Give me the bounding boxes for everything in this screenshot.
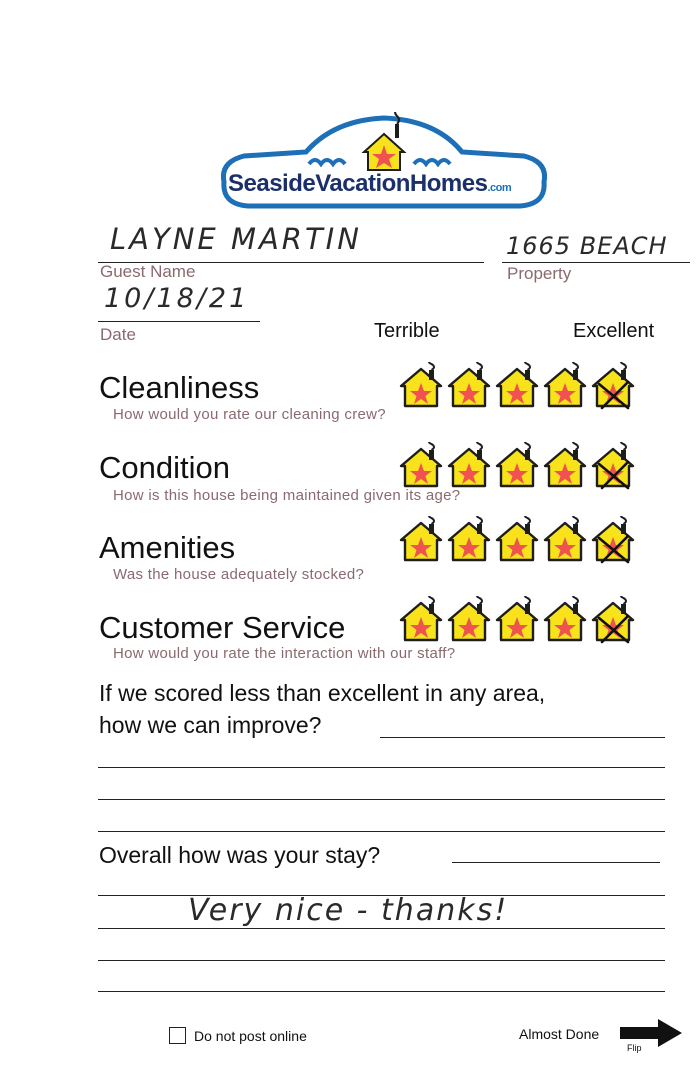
improve-answer-line-4: [98, 831, 665, 832]
flip-label: Flip: [627, 1043, 642, 1053]
date-label: Date: [100, 325, 136, 344]
overall-answer-line-1: [452, 862, 660, 863]
category-title-condition: Condition: [99, 450, 230, 485]
category-subtitle-cleanliness: How would you rate our cleaning crew?: [113, 406, 386, 423]
overall-answer-line-5: [98, 991, 665, 992]
date-line: [98, 321, 260, 322]
rating-house-icon[interactable]: [590, 362, 636, 410]
rating-house-icon[interactable]: [494, 516, 540, 564]
rating-house-icon[interactable]: [590, 442, 636, 490]
logo-suffix: .com: [487, 182, 512, 194]
rating-row-amenities[interactable]: [398, 516, 648, 566]
rating-house-icon[interactable]: [590, 516, 636, 564]
improve-answer-line-1: [380, 737, 665, 738]
category-title-amenities: Amenities: [99, 530, 236, 565]
guest-name-value: LAYNE MARTIN: [110, 222, 362, 256]
rating-house-icon[interactable]: [398, 362, 444, 410]
guest-name-label: Guest Name: [100, 262, 196, 281]
rating-house-icon[interactable]: [494, 442, 540, 490]
rating-row-condition[interactable]: [398, 442, 648, 492]
improve-answer-line-3: [98, 799, 665, 800]
category-title-cleanliness: Cleanliness: [99, 370, 260, 405]
property-value: 1665 BEACH: [506, 232, 668, 260]
rating-house-icon[interactable]: [542, 516, 588, 564]
rating-house-icon[interactable]: [398, 442, 444, 490]
category-subtitle-condition: How is this house being maintained given its age?: [113, 487, 461, 504]
scale-high-label: Excellent: [573, 320, 655, 342]
category-title-customer-service: Customer Service: [99, 610, 346, 645]
overall-answer[interactable]: Very nice - thanks!: [188, 893, 509, 928]
rating-house-icon[interactable]: [398, 596, 444, 644]
rating-house-icon[interactable]: [494, 596, 540, 644]
overall-question: Overall how was your stay?: [99, 842, 381, 868]
rating-row-customer-service[interactable]: [398, 596, 648, 646]
property-label: Property: [507, 264, 572, 283]
logo-text: SeasideVacationHomes: [228, 170, 488, 197]
rating-house-icon[interactable]: [446, 442, 492, 490]
rating-house-icon[interactable]: [542, 442, 588, 490]
improve-question-line2: how we can improve?: [99, 712, 322, 738]
category-subtitle-customer-service: How would you rate the interaction with our staff?: [113, 645, 456, 662]
rating-house-icon[interactable]: [446, 362, 492, 410]
date-value: 10/18/21: [104, 283, 250, 314]
category-subtitle-amenities: Was the house adequately stocked?: [113, 566, 365, 583]
rating-house-icon[interactable]: [494, 362, 540, 410]
rating-house-icon[interactable]: [446, 516, 492, 564]
do-not-post-checkbox[interactable]: [169, 1027, 186, 1044]
almost-done-label: Almost Done: [519, 1026, 600, 1042]
rating-house-icon[interactable]: [398, 516, 444, 564]
improve-answer-line-2: [98, 767, 665, 768]
improve-question-line1: If we scored less than excellent in any area,: [99, 680, 546, 706]
property-line: [502, 262, 690, 263]
rating-row-cleanliness[interactable]: [398, 362, 648, 412]
do-not-post-label: Do not post online: [194, 1028, 307, 1044]
overall-answer-line-4: [98, 960, 665, 961]
rating-house-icon[interactable]: [542, 596, 588, 644]
rating-house-icon[interactable]: [542, 362, 588, 410]
logo: [214, 112, 554, 212]
scale-low-label: Terrible: [374, 320, 440, 342]
rating-house-icon[interactable]: [590, 596, 636, 644]
rating-house-icon[interactable]: [446, 596, 492, 644]
overall-answer-line-3: [98, 928, 665, 929]
